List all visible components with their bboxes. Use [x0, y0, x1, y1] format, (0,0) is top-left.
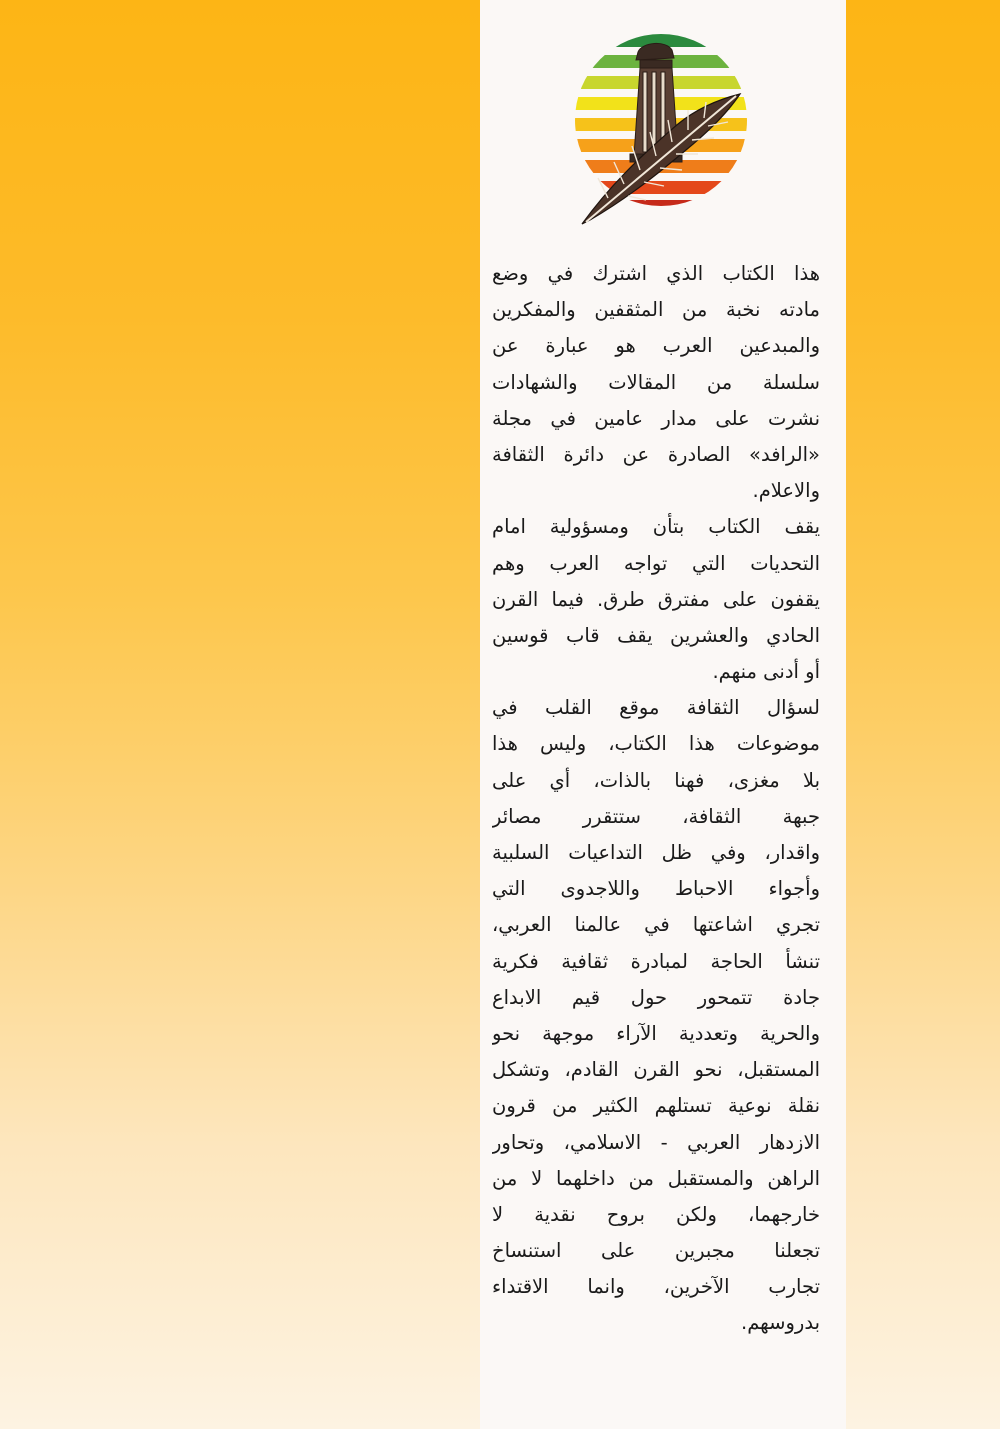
text-line: نقلة نوعية تستلهم الكثير من قرون [492, 1094, 820, 1118]
text-line: تجارب الآخرين، وانما الاقتداء [492, 1275, 820, 1299]
paragraph-2 [492, 509, 820, 690]
text-line: نشرت على مدار عامين في مجلة [492, 406, 820, 430]
text-line: الحادي والعشرين يقف قاب قوسين [492, 623, 820, 647]
text-line: تنشأ الحاجة لمبادرة ثقافية فكرية [492, 949, 820, 973]
text-line: الازدهار العربي - الاسلامي، وتحاور [492, 1130, 820, 1154]
text-line: المستقبل، نحو القرن القادم، وتشكل [492, 1058, 820, 1082]
text-line: واقدار، وفي ظل التداعيات السلبية [492, 841, 820, 864]
quill-and-column-logo-icon [568, 28, 750, 232]
text-line: جبهة الثقافة، ستتقرر مصائر [492, 804, 820, 828]
text-line: بدروسهم. [741, 1311, 820, 1335]
text-line: «الرافد» الصادرة عن دائرة الثقافة [492, 442, 820, 466]
back-cover-text [492, 256, 820, 1342]
text-line: التحديات التي تواجه العرب وهم [492, 551, 820, 575]
text-line: بلا مغزى، فهنا بالذات، أي على [492, 768, 820, 792]
text-line: هذا الكتاب الذي اشترك في وضع [492, 262, 820, 285]
text-line: والاعلام. [752, 479, 820, 503]
text-line: يقفون على مفترق طرق. فيما القرن [492, 587, 820, 611]
text-line: يقف الكتاب بتأن ومسؤولية امام [492, 515, 820, 539]
text-line: مادته نخبة من المثقفين والمفكرين [492, 298, 820, 322]
text-line: جادة تتمحور حول قيم الابداع [492, 985, 820, 1009]
paragraph-1 [492, 256, 820, 509]
text-line: والحرية وتعددية الآراء موجهة نحو [492, 1021, 820, 1045]
text-line: موضوعات هذا الكتاب، وليس هذا [492, 732, 820, 756]
text-line: تجعلنا مجبرين على استنساخ [492, 1239, 820, 1263]
text-line: سلسلة من المقالات والشهادات [492, 370, 820, 394]
text-line: أو أدنى منهم. [712, 660, 820, 684]
text-line: تجري اشاعتها في عالمنا العربي، [492, 913, 820, 937]
text-line: لسؤال الثقافة موقع القلب في [492, 696, 820, 720]
paragraph-3 [492, 690, 820, 1341]
text-line: وأجواء الاحباط واللاجدوى التي [492, 877, 820, 901]
text-line: الراهن والمستقبل من داخلهما لا من [492, 1166, 820, 1190]
text-line: والمبدعين العرب هو عبارة عن [492, 334, 820, 358]
text-line: خارجهما، ولكن بروح نقدية لا [492, 1202, 820, 1226]
